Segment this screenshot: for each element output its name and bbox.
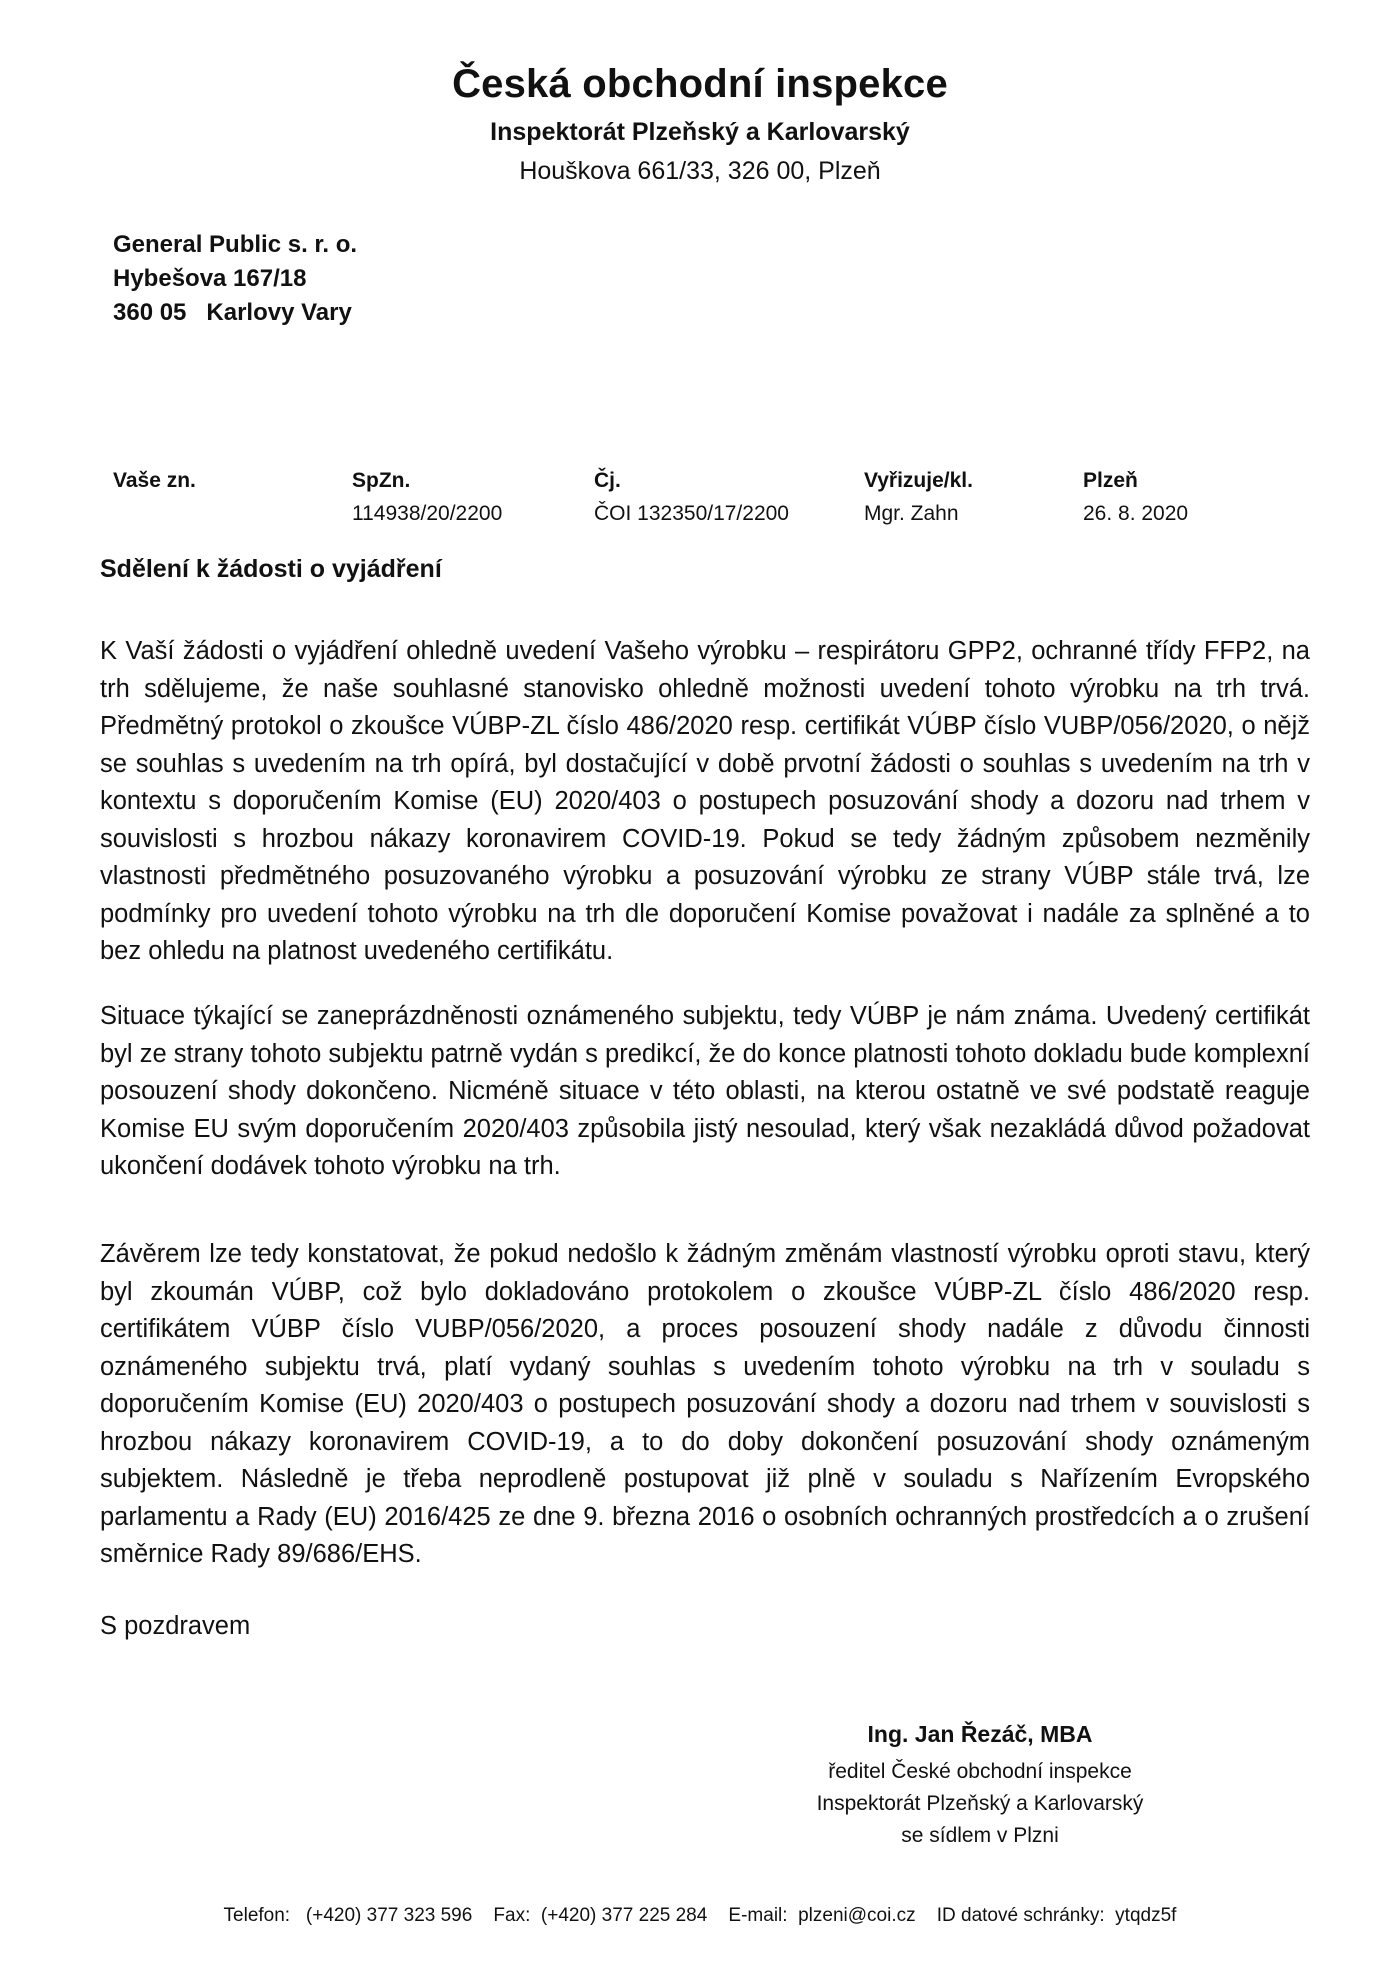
body-paragraph-2: Situace týkající se zaneprázdněnosti oznámeného subjektu, tedy VÚBP je nám známa. Uvedený certifikát byl ze strany tohoto subjektu patrně vydán s predikcí, že do konce platnosti tohoto dokladu bude komplexní posouzení shody dokončeno. Nicméně situace v této oblasti, na kterou ostatně ve své podstatě reaguje Komise EU svým doporučením 2020/403 způsobila jistý nesoulad, který však nezakládá důvod požadovat ukončení dodávek tohoto výrobku na trh. [100, 1002, 1310, 1180]
authority-subtitle: Inspektorát Plzeňský a Karlovarský [490, 118, 910, 146]
ref-file-number-label: SpZn. [352, 469, 411, 492]
ref-handled-by-label: Vyřizuje/kl. [864, 469, 973, 492]
addressee-block [113, 228, 357, 330]
ref-your-ref [113, 464, 196, 497]
addressee-name: General Public s. r. o. [113, 231, 358, 258]
body-paragraph-1: K Vaší žádosti o vyjádření ohledně uvedení Vašeho výrobku – respirátoru GPP2, ochranné třídy FFP2, na trh sdělujeme, že naše souhlasné stanovisko ohledně možnosti uvedení tohoto výrobku na trh trvá. Předmětný protokol o zkoušce VÚBP-ZL číslo 486/2020 resp. certifikát VÚBP číslo VUBP/056/2020, o nějž se souhlas s uvedením na trh opírá, byl dostačující v době prvotní žádosti o souhlas s uvedením na trh v kontextu s doporučením Komise (EU) 2020/403 o postupech posuzování shody a dozoru nad trhem v souvislosti s hrozbou nákazy koronavirem COVID-19. Pokud se tedy žádným způsobem nezměnily vlastnosti předmětného posuzovaného výrobku a posuzování výrobku ze strany VÚBP stále trvá, lze podmínky pro uvedení tohoto výrobku na trh dle doporučení Komise považovat i nadále za splněné a to bez ohledu na platnost uvedeného certifikátu. [100, 637, 1310, 965]
addressee-street: Hybešova 167/18 [113, 265, 307, 292]
ref-document-number [594, 464, 789, 530]
letter-subject: Sdělení k žádosti o vyjádření [100, 555, 442, 583]
authority-title: Česká obchodní inspekce [452, 62, 948, 106]
ref-place-label: Plzeň [1083, 469, 1138, 492]
body-paragraph-3: Závěrem lze tedy konstatovat, že pokud nedošlo k žádným změnám vlastností výrobku oproti stavu, který byl zkoumán VÚBP, což bylo dokladováno protokolem o zkoušce VÚBP-ZL číslo 486/2020 resp. certifikátem VÚBP číslo VUBP/056/2020, a proces posouzení shody nadále z důvodu činnosti oznámeného subjektu trvá, platí vydaný souhlas s uvedením tohoto výrobku na trh v souladu s doporučením Komise (EU) 2020/403 o postupech posuzování shody a dozoru nad trhem v souvislosti s hrozbou nákazy koronavirem COVID-19, a to do doby dokončení posuzování shody oznámeným subjektem. Následně je třeba neprodleně postupovat již plně v souladu s Nařízením Evropského parlamentu a Rady (EU) 2016/425 ze dne 9. března 2016 o osobních ochranných prostředcích a o zrušení směrnice Rady 89/686/EHS. [100, 1240, 1310, 1568]
signatory-seat: se sídlem v Plzni [901, 1824, 1059, 1847]
signatory-name: Ing. Jan Řezáč, MBA [867, 1721, 1093, 1747]
contact-footer: Telefon: (+420) 377 323 596 Fax: (+420) 377 225 284 E-mail: plzeni@coi.cz ID datové schránky: ytqdz5f [223, 1905, 1177, 1926]
ref-date-value: 26. 8. 2020 [1083, 502, 1189, 525]
ref-your-ref-label: Vaše zn. [113, 469, 196, 492]
ref-place-date [1083, 464, 1188, 530]
signatory-office: Inspektorát Plzeňský a Karlovarský [816, 1792, 1144, 1815]
closing-greeting: S pozdravem [100, 1612, 251, 1640]
ref-handled-by [864, 464, 973, 530]
authority-address: Houškova 661/33, 326 00, Plzeň [519, 157, 881, 185]
ref-document-number-label: Čj. [594, 469, 621, 492]
ref-file-number [352, 464, 502, 530]
ref-document-number-value: ČOI 132350/17/2200 [594, 502, 789, 525]
addressee-city: 360 05 Karlovy Vary [113, 299, 352, 326]
ref-handled-by-value: Mgr. Zahn [864, 502, 959, 525]
signatory-title: ředitel České obchodní inspekce [828, 1760, 1132, 1783]
ref-file-number-value: 114938/20/2200 [352, 502, 503, 525]
